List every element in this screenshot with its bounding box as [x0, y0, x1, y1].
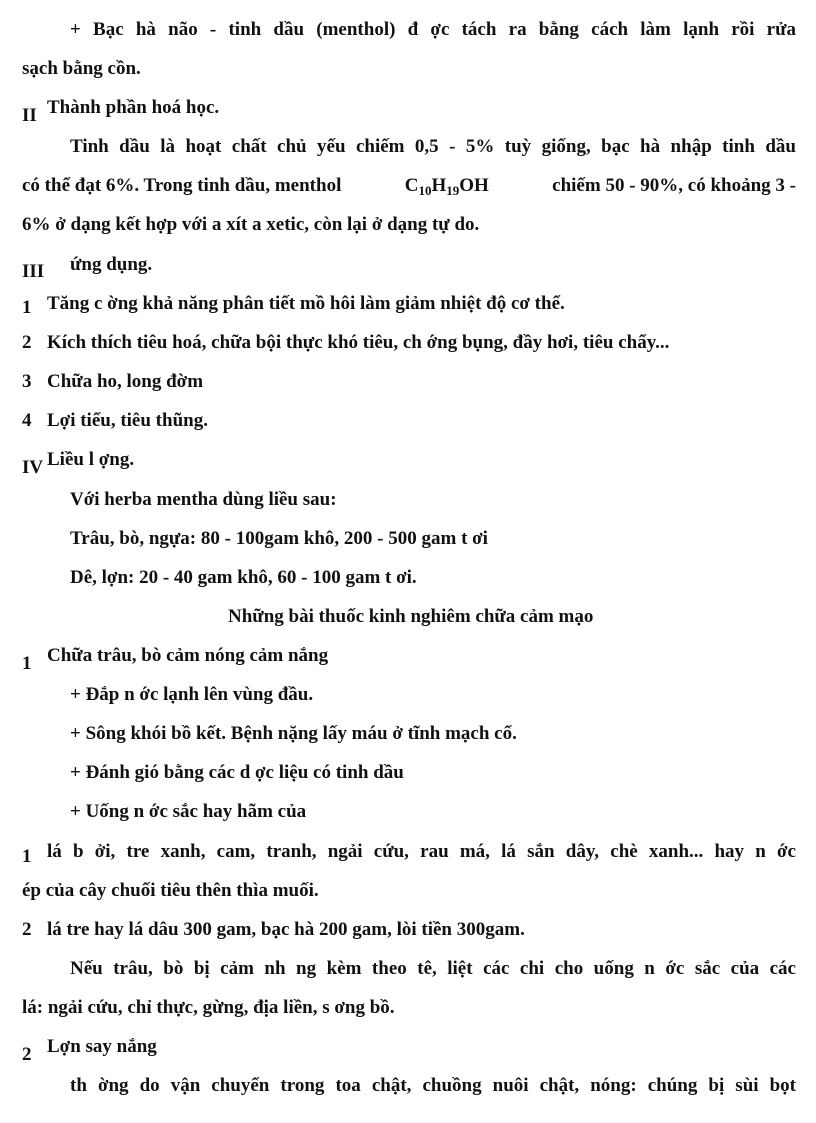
use-item-text: Kích thích tiêu hoá, chữa bội thực khó tiêu, ch ớng bụng, đầy hơi, tiêu chẩy... — [47, 332, 670, 353]
dosage-line: Với herba mentha dùng liều sau: — [70, 489, 337, 510]
use-item-number: 1 — [22, 297, 32, 318]
intro-line-1: + Bạc hà não - tinh dầu (menthol) đ ợc tách ra bằng cách làm lạnh rồi rửa — [70, 19, 796, 40]
remedies-heading: Những bài thuốc kinh nghiêm chữa cảm mạo — [228, 606, 594, 627]
section-2-paragraph-line-3: 6% ở dạng kết hợp với a xít a xetic, còn lại ở dạng tự do. — [22, 214, 480, 235]
paragraph-text-after-formula: chiếm 50 - 90%, có khoảng 3 - — [552, 175, 796, 196]
remedy-option-2-text: lá tre hay lá dâu 300 gam, bạc hà 200 gam, lòi tiền 300gam. — [47, 919, 525, 940]
remedy-option-1-number: 1 — [22, 846, 32, 867]
section-3-title: ứng dụng. — [70, 254, 153, 275]
remedy-1-step: + Sông khói bồ kết. Bệnh nặng lấy máu ở tĩnh mạch cổ. — [70, 723, 517, 744]
remedy-option-2-number: 2 — [22, 919, 32, 940]
paragraph-text-before-formula: có thể đạt 6%. Trong tinh dầu, menthol — [22, 175, 342, 196]
use-item-text: Chữa ho, long đờm — [47, 371, 204, 392]
dosage-line: Trâu, bò, ngựa: 80 - 100gam khô, 200 - 500 gam t ơi — [70, 528, 488, 549]
remedy-1-title: Chữa trâu, bò cảm nóng cảm nắng — [47, 645, 329, 666]
remedy-1-number: 1 — [22, 653, 32, 674]
menthol-formula: $C_{10}H_{19}OH$ — [404, 175, 489, 198]
section-2-paragraph-line-2 — [22, 174, 796, 198]
dosage-line: Dê, lợn: 20 - 40 gam khô, 60 - 100 gam t ơi. — [70, 567, 417, 588]
intro-line-2: sạch bằng cồn. — [22, 58, 141, 79]
section-4-title: Liều l ợng. — [47, 449, 135, 470]
section-2-numeral: II — [22, 105, 37, 126]
remedy-2-title: Lợn say nắng — [47, 1036, 157, 1057]
remedy-note-line-2: lá: ngải cứu, chỉ thực, gừng, địa liền, s ơng bồ. — [22, 997, 395, 1018]
use-item-text: Lợi tiểu, tiêu thũng. — [47, 410, 208, 431]
remedy-1-step: + Uống n ớc sắc hay hãm của — [70, 801, 307, 822]
remedy-1-step: + Đánh gió bằng các d ợc liệu có tinh dầu — [70, 762, 404, 783]
use-item-number: 2 — [22, 332, 32, 353]
remedy-note-line-1: Nếu trâu, bò bị cảm nh ng kèm theo tê, liệt các chi cho uống n ớc sắc của các — [70, 958, 796, 979]
use-item-number: 3 — [22, 371, 32, 392]
remedy-1-step: + Đắp n ớc lạnh lên vùng đầu. — [70, 684, 314, 705]
section-3-numeral: III — [22, 261, 45, 282]
remedy-2-number: 2 — [22, 1044, 32, 1065]
remedy-2-line-1: th ờng do vận chuyển trong toa chật, chuồng nuôi chật, nóng: chúng bị sùi bọt — [70, 1075, 796, 1096]
section-4-numeral: IV — [22, 457, 44, 478]
remedy-option-1-line-2: ép của cây chuối tiêu thên thìa muối. — [22, 880, 319, 901]
remedy-option-1-line-1: lá b ởi, tre xanh, cam, tranh, ngải cứu, rau má, lá sắn dây, chè xanh... hay n ớc — [47, 841, 796, 862]
section-2-paragraph-line-1: Tinh dầu là hoạt chất chủ yếu chiếm 0,5 - 5% tuỳ giống, bạc hà nhập tinh dầu — [70, 136, 796, 157]
use-item-text: Tăng c ờng khả năng phân tiết mồ hôi làm giảm nhiệt độ cơ thể. — [47, 293, 565, 314]
section-2-title: Thành phần hoá học. — [47, 97, 220, 118]
use-item-number: 4 — [22, 410, 32, 431]
